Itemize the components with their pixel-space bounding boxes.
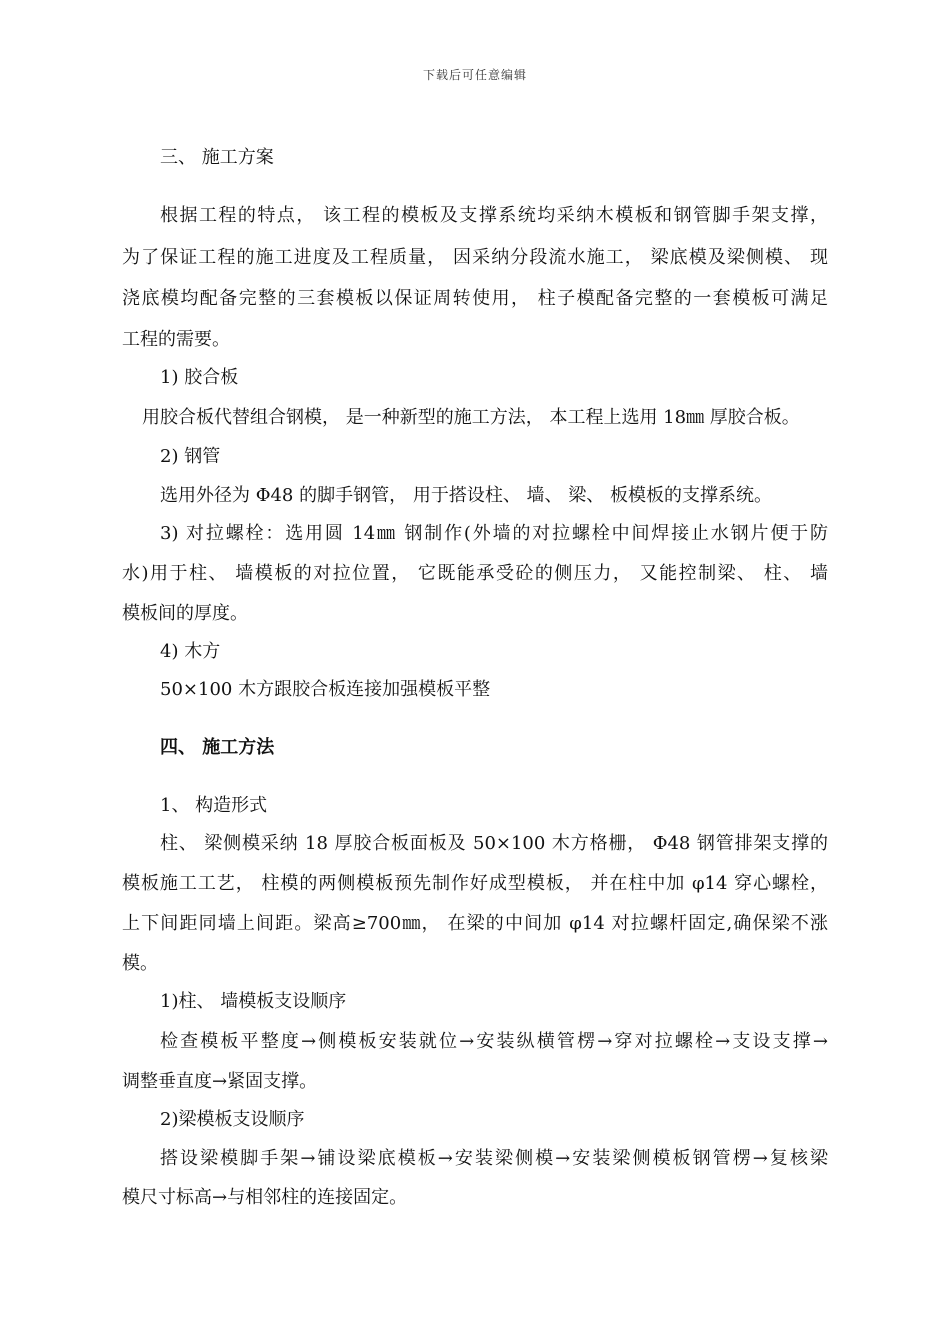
paragraph-line: 为了保证工程的施工进度及工程质量， 因采纳分段流水施工， 梁底模及梁侧模、 现 — [122, 247, 828, 268]
item-text-tie-bolt: 3) 对拉螺栓：选用圆 14㎜ 钢制作(外墙的对拉螺栓中间焊接止水钢片便于防 — [160, 523, 828, 544]
sequence-steps: 调整垂直度→紧固支撑。 — [122, 1071, 318, 1092]
paragraph-line: 模。 — [122, 953, 158, 974]
sequence-steps: 搭设梁模脚手架→铺设梁底模板→安装梁侧模→安装梁侧模板钢管楞→复核梁 — [160, 1148, 828, 1169]
paragraph-line: 工程的需要。 — [122, 329, 230, 350]
sequence-steps: 模尺寸标高→与相邻柱的连接固定。 — [122, 1187, 408, 1208]
item-title-steel-pipe: 2) 钢管 — [160, 446, 221, 467]
sequence-steps: 检查模板平整度→侧模板安装就位→安装纵横管楞→穿对拉螺栓→支设支撑→ — [160, 1031, 828, 1052]
item-title-plywood: 1) 胶合板 — [160, 367, 239, 388]
paragraph-line: 上下间距同墙上间距。梁高≥700㎜， 在梁的中间加 φ14 对拉螺杆固定,确保梁不涨 — [122, 913, 828, 934]
item-text-tie-bolt: 水)用于柱、 墙模板的对拉位置， 它既能承受砼的侧压力， 又能控制梁、 柱、 墙 — [122, 563, 828, 584]
item-text-timber: 50×100 木方跟胶合板连接加强模板平整 — [160, 679, 491, 700]
item-text-plywood: 用胶合板代替组合钢模， 是一种新型的施工方法， 本工程上选用 18㎜ 厚胶合板。 — [142, 407, 800, 428]
sequence-title-column-wall: 1)柱、 墙模板支设顺序 — [160, 991, 347, 1012]
sequence-title-beam: 2)梁模板支设顺序 — [160, 1109, 305, 1130]
paragraph-line: 模板施工工艺， 柱模的两侧模板预先制作好成型模板， 并在柱中加 φ14 穿心螺栓， — [122, 873, 828, 894]
paragraph-line: 柱、 梁侧模采纳 18 厚胶合板面板及 50×100 木方格栅， Φ48 钢管排架支撑的 — [160, 833, 828, 854]
item-text-steel-pipe: 选用外径为 Φ48 的脚手钢管， 用于搭设柱、 墙、 梁、 板模板的支撑系统。 — [160, 485, 772, 506]
subsection-title-structure: 1、 构造形式 — [160, 795, 268, 816]
item-title-timber: 4) 木方 — [160, 641, 221, 662]
section-heading-plan: 三、 施工方案 — [160, 147, 274, 168]
paragraph-line: 浇底模均配备完整的三套模板以保证周转使用， 柱子模配备完整的一套模板可满足 — [122, 288, 828, 309]
paragraph-line: 根据工程的特点， 该工程的模板及支撑系统均采纳木模板和钢管脚手架支撑， — [160, 205, 828, 226]
item-text-tie-bolt: 模板间的厚度。 — [122, 603, 248, 624]
page-header: 下载后可任意编辑 — [422, 68, 527, 82]
section-heading-method: 四、 施工方法 — [160, 737, 275, 758]
